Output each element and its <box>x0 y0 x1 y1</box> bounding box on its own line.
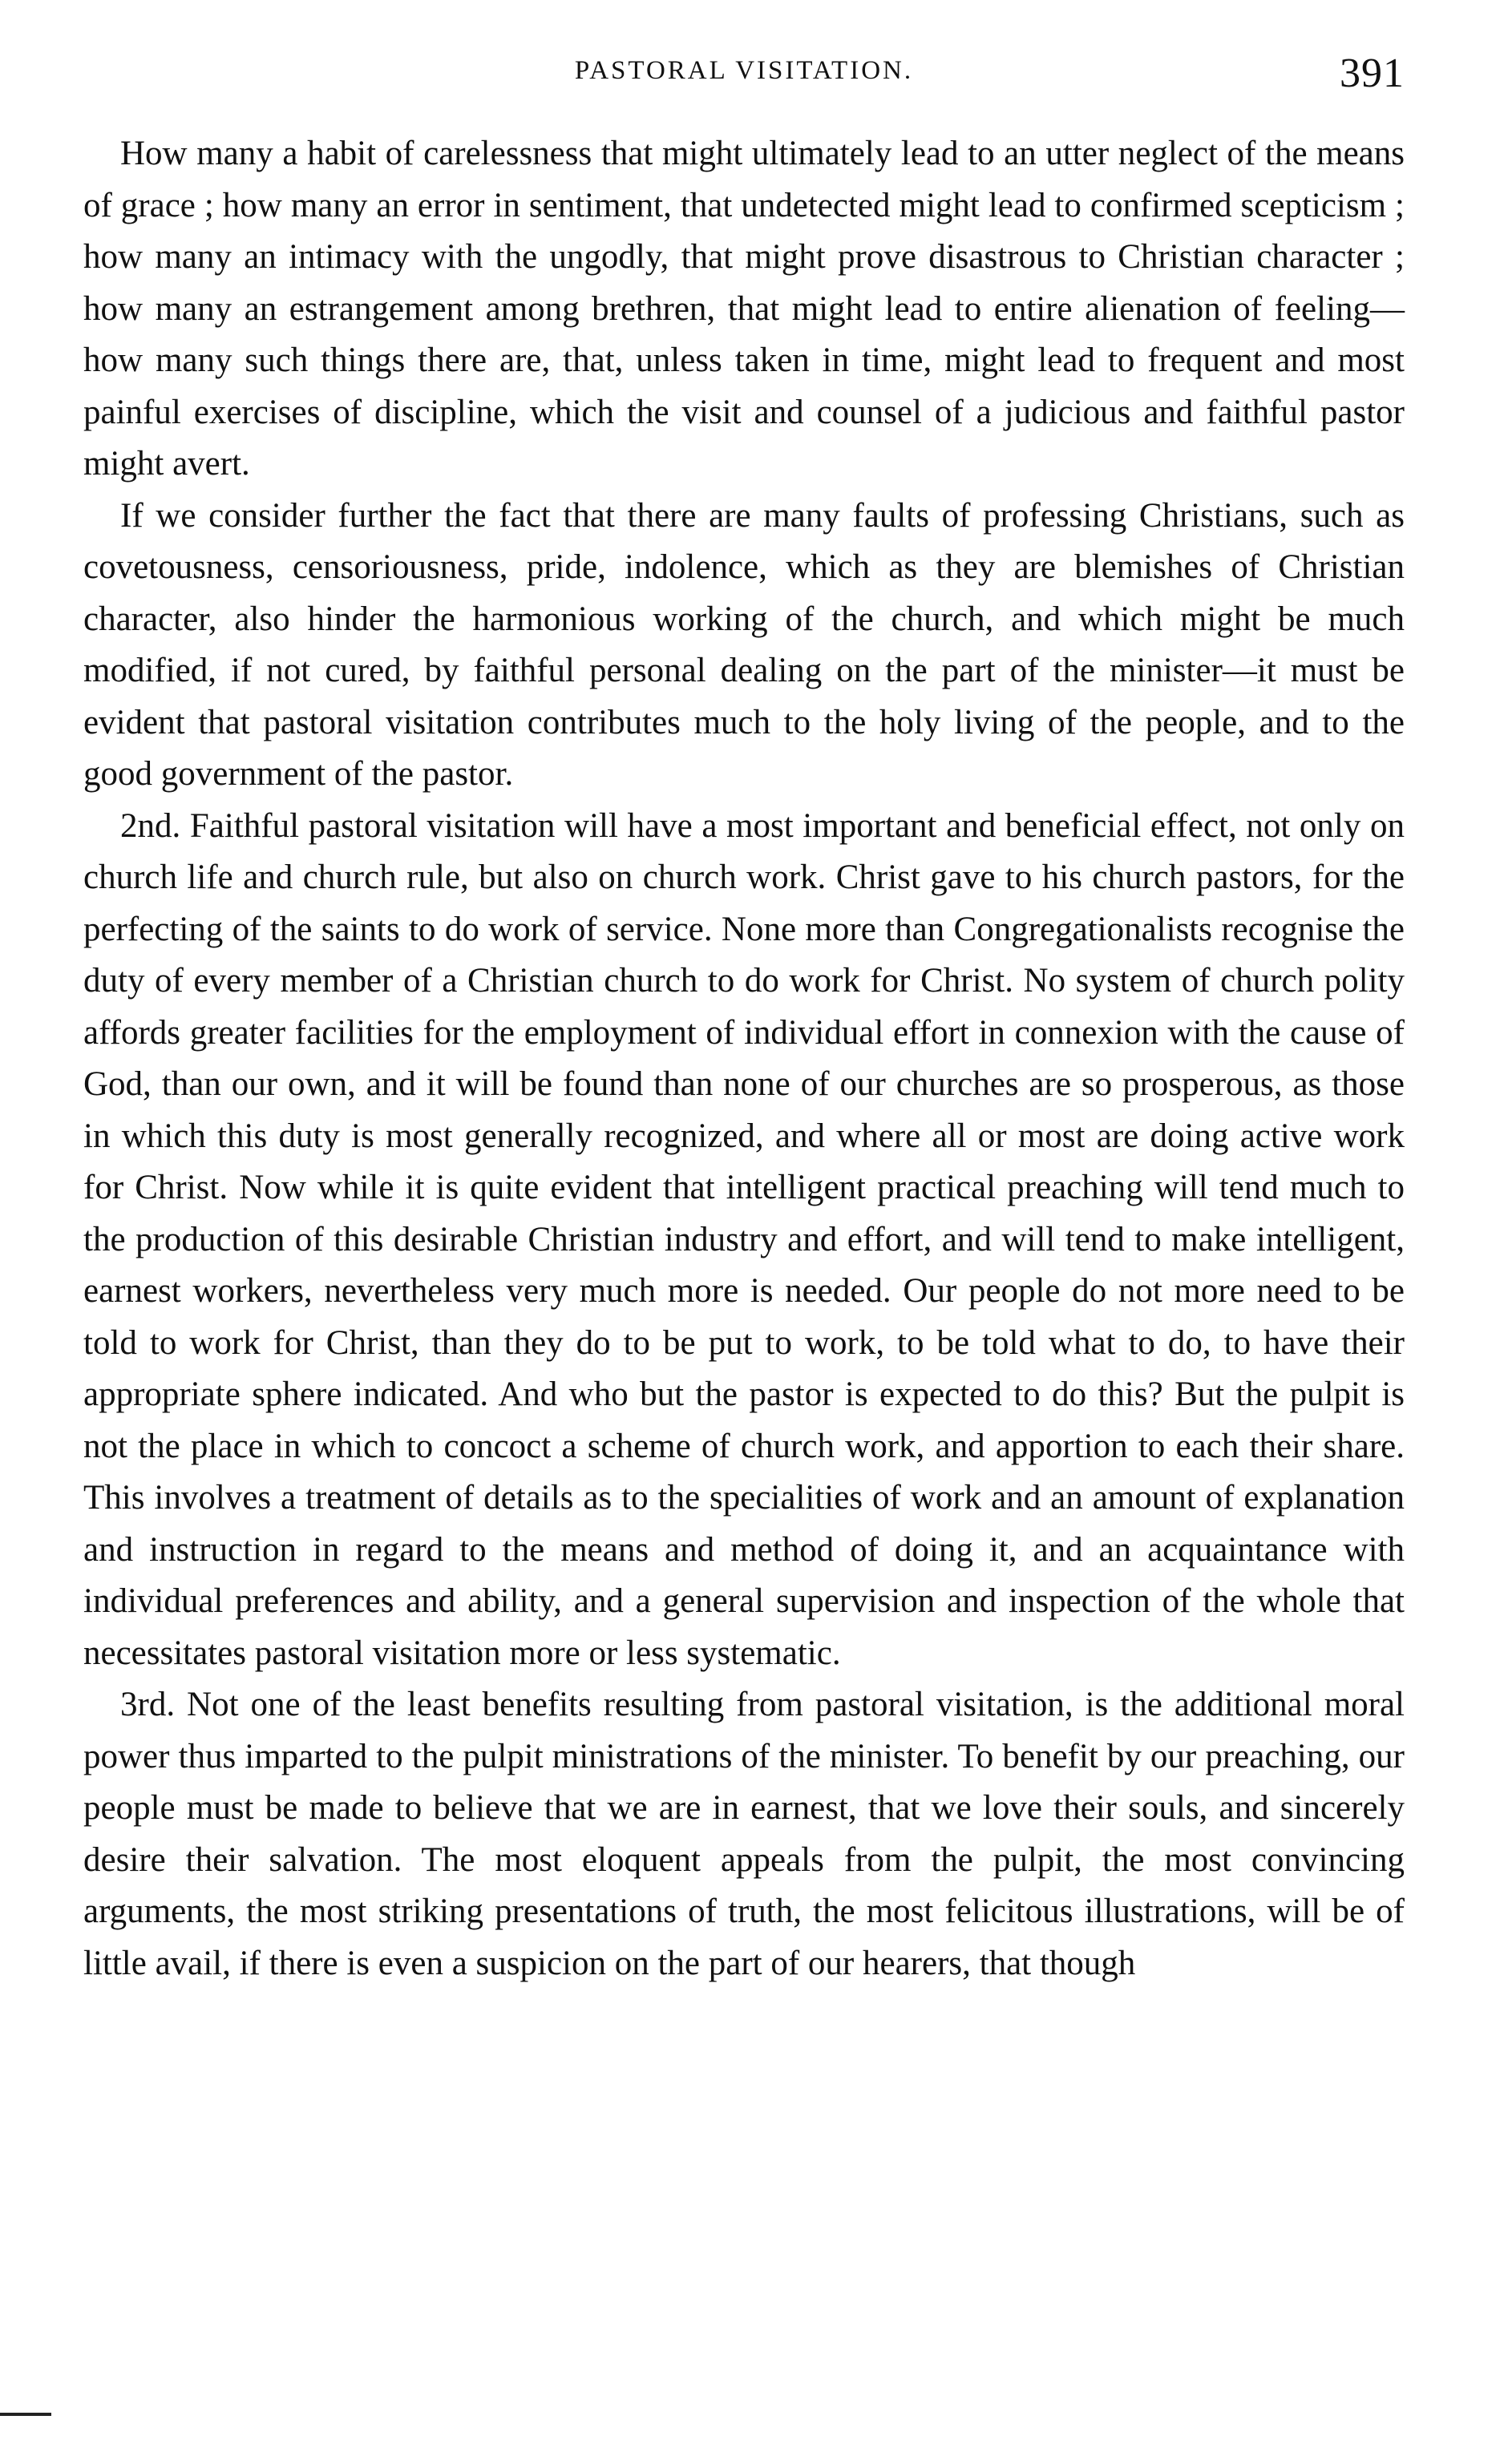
paragraph-habits: How many a habit of carelessness that might ultimately lead to an utter neglect of the means of grace ; how many an error in sentiment, that undetected might lead to confirmed scepticism ; how many an intimacy with the ungodly, that might prove disastrous to Christian character ; how many an estrangement among brethren, that might lead to entire alienation of feeling—how many such things there are, that, unless taken in time, might lead to frequent and most painful exercises of discipline, which the visit and counsel of a judicious and faithful pastor might avert. <box>83 135 1405 483</box>
running-title: PASTORAL VISITATION. <box>574 56 914 85</box>
bottom-rule <box>0 2413 51 2416</box>
running-head <box>83 50 1405 98</box>
paragraph-church-work: 2nd. Faithful pastoral visitation will have a most important and beneficial effect, not only on church life and church rule, but also on church work. Christ gave to his church pastors, for the perfecting of the saints to do work of service. None more than Congregationalists recognise the duty of every member of a Christian church to do work for Christ. No system of church polity affords greater facilities for the employment of individual effort in connexion with the cause of God, than our own, and it will be found than none of our churches are so prosperous, as those in which this duty is most generally recognized, and where all or most are doing active work for Christ. Now while it is quite evident that intelligent practical preaching will tend much to the production of this desirable Christian industry and effort, and will tend to make intelligent, earnest workers, nevertheless very much more is needed. Our people do not more need to be told to work for Christ, than they do to be put to work, to be told what to do, to have their appropriate sphere indicated. And who but the pastor is expected to do this? But the pulpit is not the place in which to concoct a scheme of church work, and apportion to each their share. This involves a treatment of details as to the specialities of work and an amount of explanation and instruction in regard to the means and method of doing it, and an acquaintance with individual preferences and ability, and a general supervision and inspection of the whole that necessitates pastoral visitation more or less systematic. <box>83 806 1405 1672</box>
paragraph-faults: If we consider further the fact that there are many faults of professing Christians, such as covetousness, censoriousness, pride, indolence, which as they are blemishes of Christian character, also hinder the harmonious working of the church, and which might be much modified, if not cured, by faithful personal dealing on the part of the minister—it must be evident that pastoral visitation contributes much to the holy living of the people, and to the good government of the pastor. <box>83 496 1405 793</box>
page-number: 391 <box>1340 50 1405 96</box>
body-text <box>83 128 1405 1989</box>
paragraph-moral-power: 3rd. Not one of the least benefits resulting from pastoral visitation, is the additional moral power thus imparted to the pulpit ministrations of the minister. To benefit by our preaching, our people must be made to believe that we are in earnest, that we love their souls, and sincerely desire their salvation. The most eloquent appeals from the pulpit, the most convincing arguments, the most striking presentations of truth, the most felicitous illustrations, will be of little avail, if there is even a suspicion on the part of our hearers, that though <box>83 1686 1405 1982</box>
